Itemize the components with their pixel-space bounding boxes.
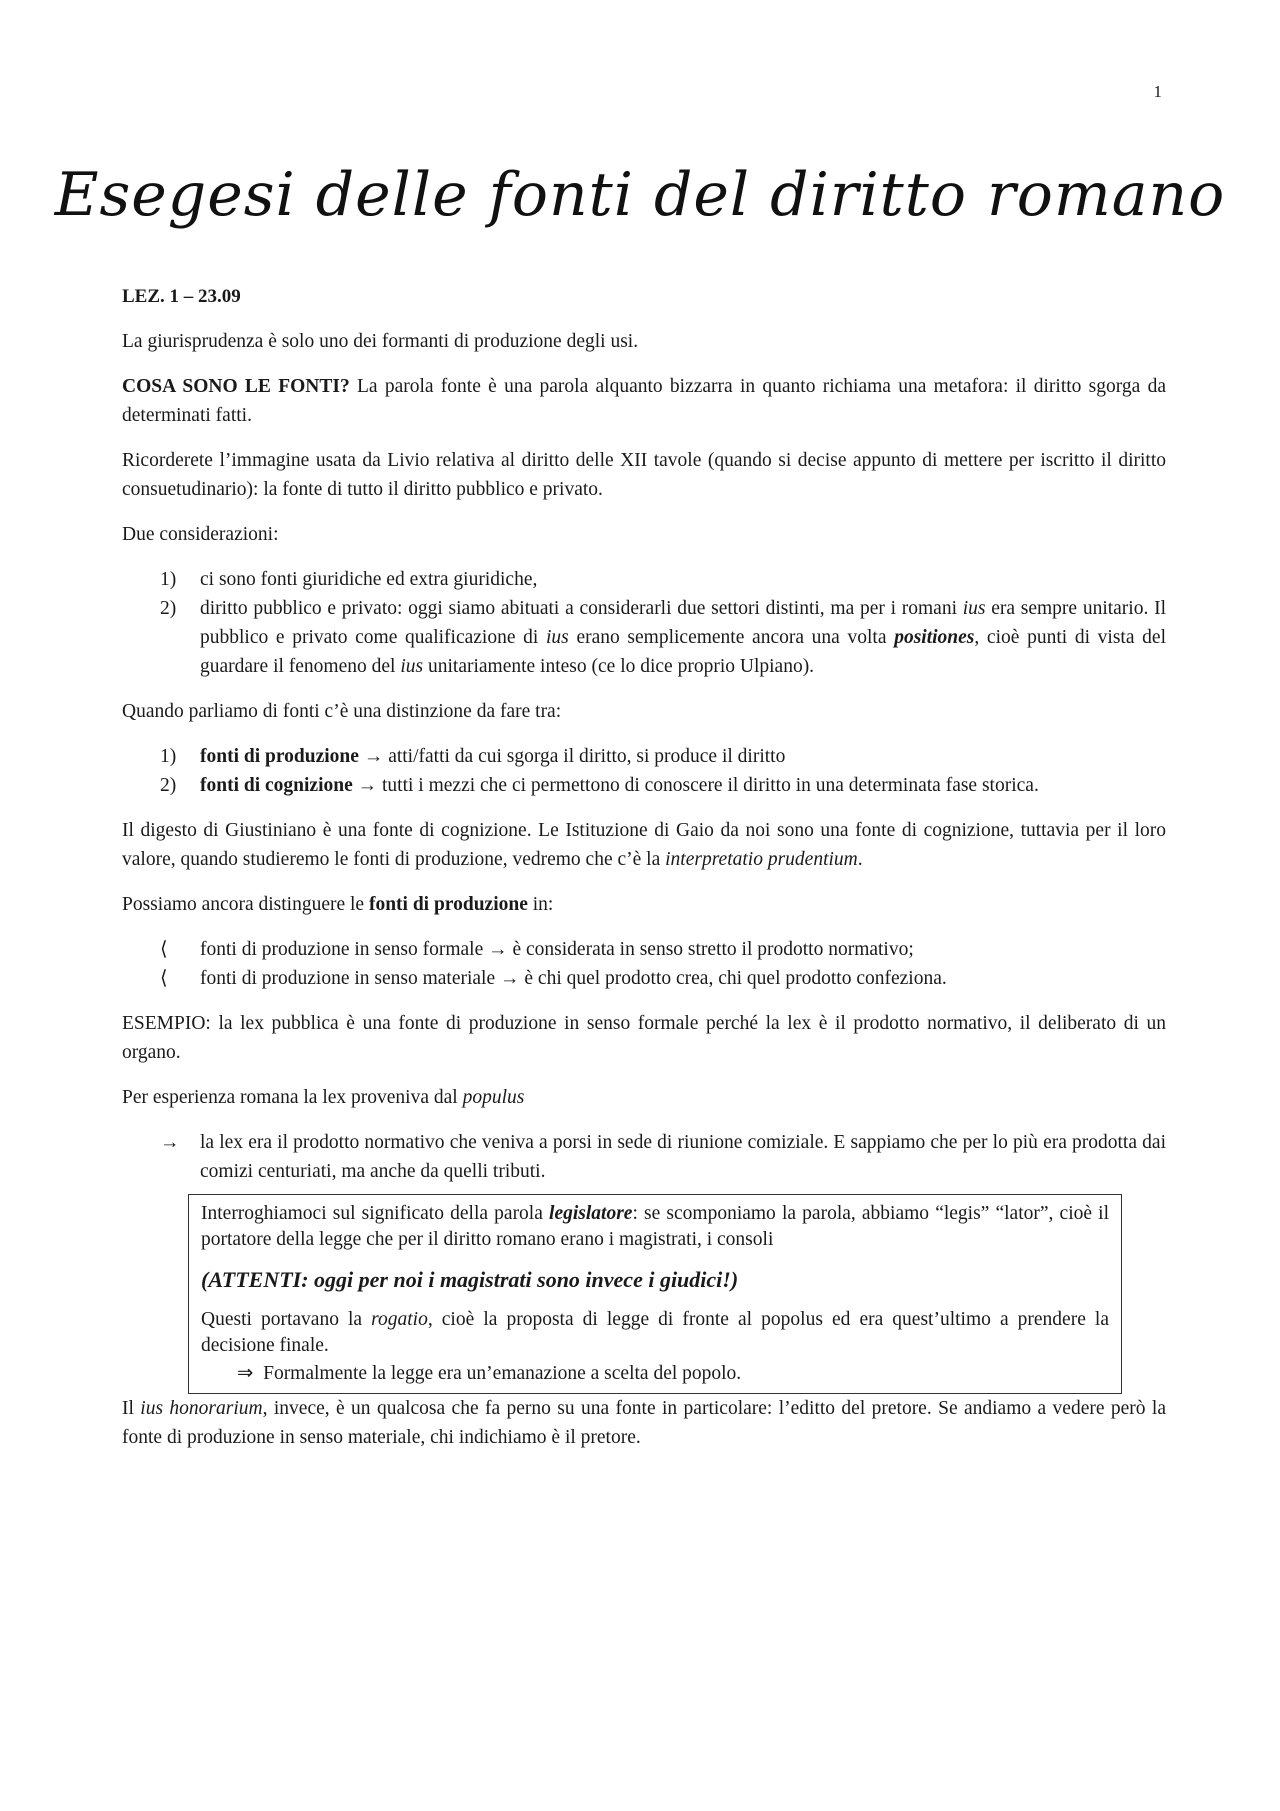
box-text: , cioè la proposta di legge di fronte al popolus ed era quest’ultimo a prendere la decisione finale. bbox=[201, 1309, 1109, 1356]
arrow-right-icon: → bbox=[160, 1132, 180, 1153]
paragraph-7 bbox=[122, 890, 1166, 919]
document-title: Esegesi delle fonti del diritto romano bbox=[54, 160, 1226, 230]
document-body bbox=[122, 282, 1166, 1468]
implies-line bbox=[201, 1361, 1109, 1387]
bold-term: fonti di produzione bbox=[368, 894, 528, 915]
list-item-text: fonti di produzione in senso formale → è considerata in senso stretto il prodotto normativo; bbox=[200, 939, 914, 960]
box-paragraph-2 bbox=[201, 1307, 1109, 1359]
section-heading: COSA SONO LE FONTI? bbox=[122, 376, 350, 397]
paragraph-9 bbox=[122, 1083, 1166, 1112]
list-marker: 1) bbox=[160, 746, 177, 767]
paragraph-6-end: . bbox=[857, 849, 863, 870]
list-item-text: diritto pubblico e privato: oggi siamo abituati a considerarli due settori distinti, ma per i romani bbox=[200, 598, 963, 619]
types-list bbox=[122, 935, 1166, 993]
list-item bbox=[122, 935, 1166, 964]
list-item bbox=[122, 742, 1166, 771]
italic-term: rogatio bbox=[371, 1309, 428, 1330]
implies-arrow-icon: ⇒ bbox=[237, 1363, 254, 1384]
list-item-text: → tutti i mezzi che ci permettono di conoscere il diritto in una determinata fase storica. bbox=[352, 775, 1039, 796]
implies-text: Formalmente la legge era un’emanazione a scelta del popolo. bbox=[263, 1363, 742, 1384]
paragraph-9-text: Per esperienza romana la lex proveniva dal bbox=[122, 1087, 463, 1108]
box-text: : se scomponiamo la parola, abbiamo “legis” “lator”, cioè il portatore della legge che per il diritto romano erano i magistrati, i consoli bbox=[201, 1203, 1109, 1250]
list-item bbox=[122, 964, 1166, 993]
box-text: Questi portavano la bbox=[201, 1309, 372, 1330]
attention-note: (ATTENTI: oggi per noi i magistrati sono invece i giudici!) bbox=[201, 1267, 739, 1292]
bold-italic-term: legislatore bbox=[549, 1203, 633, 1224]
italic-term: ius bbox=[546, 627, 569, 648]
paragraph-8: ESEMPIO: la lex pubblica è una fonte di produzione in senso formale perché la lex è il prodotto normativo, il deliberato di un organo. bbox=[122, 1013, 1166, 1063]
list-item bbox=[122, 594, 1166, 681]
list-item bbox=[122, 1128, 1166, 1186]
list-marker: 2) bbox=[160, 775, 177, 796]
bold-term: fonti di cognizione bbox=[200, 775, 353, 796]
list-item bbox=[122, 565, 1166, 594]
list-item-text: era sempre unitario. Il pubblico e privato come qualificazione di bbox=[200, 598, 1166, 648]
paragraph-6 bbox=[122, 816, 1166, 874]
list-item-text: unitariamente inteso (ce lo dice proprio Ulpiano). bbox=[423, 656, 815, 677]
paragraph-7-end: in: bbox=[527, 894, 554, 915]
paragraph-5: Quando parliamo di fonti c’è una distinzione da fare tra: bbox=[122, 701, 562, 722]
italic-term: ius bbox=[400, 656, 424, 677]
paragraph-6-text: Il digesto di Giustiniano è una fonte di cognizione. Le Istituzione di Gaio da noi sono una fonte di cognizione, tuttavia per il loro valore, quando studieremo le fonti di produzione, vedremo che c’è la bbox=[122, 820, 1166, 870]
paragraph-10-text: , invece, è un qualcosa che fa perno su una fonte in particolare: l’editto del pretore. Se andiamo a vedere però la fonte di produzione in senso materiale, chi indichiamo è il pretore. bbox=[122, 1398, 1166, 1448]
list-item bbox=[122, 771, 1166, 800]
paragraph-2 bbox=[122, 372, 1166, 430]
callout-box bbox=[188, 1194, 1122, 1394]
list-marker: 2) bbox=[160, 598, 177, 619]
paragraph-7-text: Possiamo ancora distinguere le bbox=[122, 894, 369, 915]
list-item-text: ci sono fonti giuridiche ed extra giuridiche, bbox=[200, 569, 538, 590]
paragraph-3: Ricorderete l’immagine usata da Livio relativa al diritto delle XII tavole (quando si decise appunto di mettere per iscritto il diritto consuetudinario): la fonte di tutto il diritto pubblico e privato. bbox=[122, 450, 1166, 500]
list-item-text: fonti di produzione in senso materiale → è chi quel prodotto crea, chi quel prodotto confeziona. bbox=[200, 968, 947, 989]
list-item-text: erano semplicemente ancora una volta bbox=[568, 627, 895, 648]
list-item-text: , cioè punti di vista del guardare il fenomeno del bbox=[200, 627, 1166, 677]
list-item-text: la lex era il prodotto normativo che veniva a porsi in sede di riunione comiziale. E sappiamo che per lo più era prodotta dai comizi centuriati, ma anche da quelli tributi. bbox=[200, 1132, 1166, 1182]
list-item-text: → atti/fatti da cui sgorga il diritto, si produce il diritto bbox=[358, 746, 786, 767]
paragraph-10-text: Il bbox=[122, 1398, 141, 1419]
italic-term: ius bbox=[962, 598, 986, 619]
italic-term: populus bbox=[462, 1087, 525, 1108]
paragraph-2-text: La parola fonte è una parola alquanto bizzarra in quanto richiama una metafora: il diritto sgorga da determinati fatti. bbox=[122, 376, 1166, 426]
lesson-heading: LEZ. 1 – 23.09 bbox=[122, 286, 241, 307]
bracket-marker-icon: ⟨ bbox=[160, 968, 168, 989]
italic-term: interpretatio prudentium bbox=[665, 849, 858, 870]
bold-term: fonti di produzione bbox=[200, 746, 359, 767]
paragraph-10 bbox=[122, 1394, 1166, 1452]
box-text: Interroghiamoci sul significato della parola bbox=[201, 1203, 550, 1224]
paragraph-4: Due considerazioni: bbox=[122, 524, 279, 545]
italic-term: ius honorarium bbox=[140, 1398, 263, 1419]
arrow-list bbox=[122, 1128, 1166, 1186]
paragraph-1: La giurisprudenza è solo uno dei formanti di produzione degli usi. bbox=[122, 331, 639, 352]
bracket-marker-icon: ⟨ bbox=[160, 939, 168, 960]
box-paragraph-1 bbox=[201, 1201, 1109, 1253]
distinction-list bbox=[122, 742, 1166, 800]
page-number: 1 bbox=[1153, 82, 1162, 101]
list-marker: 1) bbox=[160, 569, 177, 590]
italic-term: positiones bbox=[894, 627, 975, 648]
considerations-list bbox=[122, 565, 1166, 681]
